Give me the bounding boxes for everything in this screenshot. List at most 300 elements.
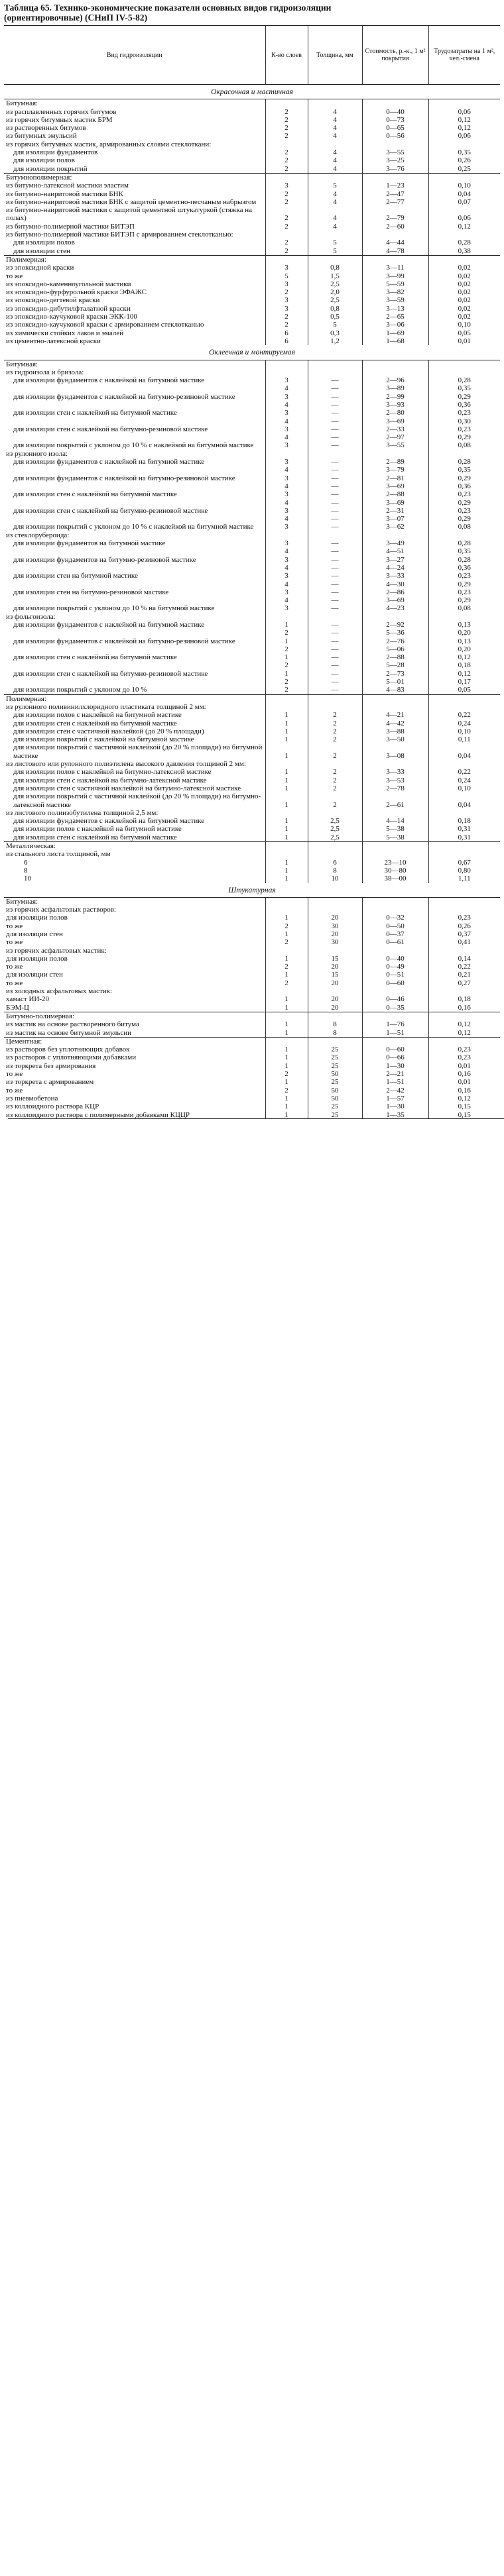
cell-type: из горячих битумных мастик, армированных слоями стеклоткани: xyxy=(6,140,212,148)
table-row xyxy=(4,596,500,604)
table-row xyxy=(4,198,500,206)
section-heading: Штукатурная xyxy=(228,886,276,894)
table-row xyxy=(4,930,500,938)
cell-thickness: — xyxy=(308,678,362,686)
table-row xyxy=(4,515,500,523)
cell-type xyxy=(4,580,265,588)
cell-type: для изоляции полов с наклейкой на битумной мастике xyxy=(13,711,182,720)
cell-cost: 2—89 xyxy=(362,458,428,466)
cell-layers: 3 xyxy=(265,490,308,498)
table-row xyxy=(4,223,500,231)
cell-labor: 0,05 xyxy=(428,329,500,337)
column-header-type: Вид гидроизоляции xyxy=(4,26,265,85)
cell-cost: 3—13 xyxy=(362,305,428,313)
cell-layers xyxy=(265,809,308,817)
cell-type: из растворов без уплотняющих добавок xyxy=(6,1046,130,1054)
cell-cost: 3—88 xyxy=(362,727,428,735)
cell-cost: 1—51 xyxy=(362,1029,428,1038)
cell-labor: 0,23 xyxy=(428,588,500,596)
table-row xyxy=(4,963,500,971)
cell-thickness: 10 xyxy=(308,875,362,883)
table-row xyxy=(4,547,500,555)
cell-labor: 0,26 xyxy=(428,922,500,930)
cell-thickness: — xyxy=(308,425,362,433)
cell-cost xyxy=(362,897,428,906)
cell-thickness: 2 xyxy=(308,711,362,719)
table-row xyxy=(4,768,500,776)
cell-type: для изоляции полов xyxy=(6,914,68,922)
cell-type: для изоляции фундаментов xyxy=(13,148,98,157)
cell-thickness: 2 xyxy=(308,743,362,760)
cell-thickness: — xyxy=(308,645,362,653)
cell-thickness xyxy=(308,613,362,621)
cell-type: для изоляции стен xyxy=(6,930,63,938)
cell-layers: 1 xyxy=(265,743,308,760)
cell-type: то же xyxy=(6,979,23,987)
cell-cost: 0—61 xyxy=(362,938,428,946)
cell-layers: 3 xyxy=(265,539,308,547)
cell-thickness: — xyxy=(308,580,362,588)
cell-thickness: 2,5 xyxy=(308,296,362,304)
table-row xyxy=(4,190,500,198)
cell-labor: 0,27 xyxy=(428,979,500,987)
cell-cost: 2—65 xyxy=(362,313,428,321)
cell-cost: 4—44 xyxy=(362,239,428,246)
cell-layers: 2 xyxy=(265,686,308,694)
table-subtitle: (ориентировочные) (СНиП IV-5-82) xyxy=(4,13,148,23)
cell-cost: 3—82 xyxy=(362,288,428,296)
cell-layers: 1 xyxy=(265,825,308,833)
cell-labor xyxy=(428,1037,500,1046)
cell-layers: 1 xyxy=(265,1004,308,1012)
cell-cost: 38—00 xyxy=(362,875,428,883)
cell-labor xyxy=(428,140,500,148)
cell-thickness xyxy=(308,906,362,914)
table-row xyxy=(4,604,500,612)
cell-type: для изоляции покрытий с частичной наклейкой (до 20 % площади) на битумно-латексной мастике xyxy=(13,792,261,809)
cell-cost: 0—40 xyxy=(362,955,428,963)
cell-cost: 2—99 xyxy=(362,393,428,401)
cell-type: для изоляции стен xyxy=(13,246,70,255)
cell-thickness xyxy=(308,231,362,239)
cell-thickness: 20 xyxy=(308,1004,362,1012)
cell-layers xyxy=(265,897,308,906)
cell-cost: 2—79 xyxy=(362,206,428,223)
table-row xyxy=(4,588,500,596)
cell-labor: 0,15 xyxy=(428,1102,500,1110)
table-row xyxy=(4,833,500,842)
cell-labor: 0,22 xyxy=(428,963,500,971)
cell-labor xyxy=(428,842,500,851)
cell-cost xyxy=(362,1012,428,1020)
cell-cost: 0—40 xyxy=(362,108,428,116)
cell-layers: 4 xyxy=(265,564,308,572)
cell-labor xyxy=(428,850,500,858)
cell-labor: 0,21 xyxy=(428,971,500,979)
cell-thickness: — xyxy=(308,572,362,580)
cell-layers xyxy=(265,531,308,539)
cell-cost: 3—50 xyxy=(362,735,428,743)
cell-labor xyxy=(428,173,500,182)
cell-thickness: 25 xyxy=(308,1046,362,1053)
table-row xyxy=(4,621,500,629)
cell-layers: 2 xyxy=(265,922,308,930)
cell-cost: 3—76 xyxy=(362,165,428,174)
cell-layers xyxy=(265,368,308,376)
cell-thickness: — xyxy=(308,433,362,441)
cell-type: для изоляции фундаментов на битумной мастике xyxy=(13,539,166,548)
cell-labor: 0,28 xyxy=(428,539,500,547)
cell-cost: 5—36 xyxy=(362,629,428,637)
cell-thickness: 8 xyxy=(308,867,362,875)
cell-cost: 5—59 xyxy=(362,280,428,288)
cell-cost xyxy=(362,1037,428,1046)
cell-thickness: 20 xyxy=(308,995,362,1003)
cell-layers: 2 xyxy=(265,247,308,256)
cell-thickness: 2 xyxy=(308,727,362,735)
cell-thickness: — xyxy=(308,384,362,392)
cell-layers xyxy=(265,906,308,914)
cell-labor: 0,35 xyxy=(428,148,500,156)
cell-labor xyxy=(428,694,500,703)
cell-labor: 0,31 xyxy=(428,833,500,842)
cell-thickness: 4 xyxy=(308,148,362,156)
cell-labor: 0,18 xyxy=(428,661,500,669)
cell-layers: 3 xyxy=(265,280,308,288)
cell-labor: 0,08 xyxy=(428,523,500,531)
table-row xyxy=(4,678,500,686)
cell-labor: 0,25 xyxy=(428,165,500,174)
cell-labor xyxy=(428,906,500,914)
cell-type xyxy=(4,401,265,409)
cell-type: то же xyxy=(6,963,23,971)
cell-type: Битумная: xyxy=(4,99,265,108)
cell-thickness: 50 xyxy=(308,1087,362,1095)
cell-thickness: — xyxy=(308,417,362,425)
cell-layers: 1 xyxy=(265,653,308,661)
cell-layers: 2 xyxy=(265,979,308,987)
table-row xyxy=(4,670,500,678)
cell-cost: 0—37 xyxy=(362,930,428,938)
cell-layers: 4 xyxy=(265,433,308,441)
cell-type: для изоляции стен на битумной мастике xyxy=(13,572,138,580)
cell-thickness: — xyxy=(308,393,362,401)
cell-layers: 2 xyxy=(265,198,308,206)
cell-cost xyxy=(362,760,428,768)
cell-layers: 2 xyxy=(265,313,308,321)
table-row xyxy=(4,401,500,409)
cell-type xyxy=(4,661,265,669)
cell-labor: 0,24 xyxy=(428,777,500,784)
cell-type: для изоляции фундаментов с наклейкой на битумно-резиновой мастике xyxy=(13,474,235,482)
cell-layers: 4 xyxy=(265,384,308,392)
cell-labor: 0,02 xyxy=(428,264,500,272)
cell-cost: 2—21 xyxy=(362,1070,428,1078)
cell-type: из эпоксидно-фурфурольной краски ЭФАЖС xyxy=(6,288,147,297)
table-row xyxy=(4,156,500,164)
cell-layers: 3 xyxy=(265,441,308,449)
cell-layers: 3 xyxy=(265,572,308,580)
cell-thickness xyxy=(308,1012,362,1020)
cell-thickness: 50 xyxy=(308,1070,362,1078)
cell-cost: 3—62 xyxy=(362,523,428,531)
table-row xyxy=(4,450,500,458)
cell-labor: 0,22 xyxy=(428,711,500,719)
cell-thickness: 2 xyxy=(308,777,362,784)
cell-type: из битумно-полимерной мастики БИТЭП xyxy=(6,222,135,231)
cell-thickness: 25 xyxy=(308,1102,362,1110)
cell-thickness: 2 xyxy=(308,768,362,776)
cell-type: из битумных эмульсий xyxy=(6,132,77,140)
cell-labor: 0,02 xyxy=(428,272,500,280)
cell-thickness: — xyxy=(308,441,362,449)
cell-type: 8 xyxy=(24,866,28,875)
cell-labor: 0,06 xyxy=(428,132,500,140)
cell-cost: 4—14 xyxy=(362,817,428,825)
cell-labor xyxy=(428,760,500,768)
cell-thickness: 5 xyxy=(308,239,362,246)
cell-type: для изоляции стен с наклейкой на битумной мастике xyxy=(13,719,177,727)
cell-type: для изоляции стен с наклейкой на битумно-резиновой мастике xyxy=(13,425,208,433)
cell-cost: 3—69 xyxy=(362,596,428,604)
cell-labor: 0,29 xyxy=(428,499,500,507)
cell-thickness: 2,5 xyxy=(308,280,362,288)
cell-thickness xyxy=(308,703,362,711)
cell-labor: 0,35 xyxy=(428,547,500,555)
cell-labor: 0,16 xyxy=(428,1004,500,1012)
cell-cost: 2—33 xyxy=(362,425,428,433)
cell-labor: 0,35 xyxy=(428,384,500,392)
cell-labor xyxy=(428,360,500,368)
cell-layers: 1 xyxy=(265,914,308,922)
cell-type: из цементно-латексной краски xyxy=(6,337,101,345)
group-heading-row xyxy=(4,1037,500,1046)
cell-thickness xyxy=(308,850,362,858)
cell-thickness: — xyxy=(308,474,362,482)
cell-thickness: 4 xyxy=(308,223,362,231)
cell-type: из мастик на основе растворенного битума xyxy=(6,1020,139,1029)
cell-type xyxy=(4,466,265,474)
cell-labor: 0,23 xyxy=(428,490,500,498)
cell-layers: 4 xyxy=(265,515,308,523)
cell-thickness: — xyxy=(308,458,362,466)
cell-labor: 0,35 xyxy=(428,466,500,474)
cell-thickness: — xyxy=(308,629,362,637)
cell-thickness: — xyxy=(308,653,362,661)
table-row xyxy=(4,875,500,883)
cell-type: для изоляции стен с частичной наклейкой (до 20 % площади) xyxy=(13,727,204,735)
cell-thickness: 4 xyxy=(308,198,362,206)
cell-labor: 0,12 xyxy=(428,653,500,661)
cell-thickness: — xyxy=(308,661,362,669)
cell-thickness xyxy=(308,987,362,995)
cell-thickness: 2 xyxy=(308,735,362,743)
cell-type: 10 xyxy=(24,875,31,883)
cell-thickness: 15 xyxy=(308,971,362,979)
cell-layers: 1 xyxy=(265,1029,308,1038)
cell-type: Металлическая: xyxy=(4,842,265,851)
cell-type: для изоляции стен с наклейкой на битумной мастике xyxy=(13,653,177,662)
cell-type: из гидроизола и бризола: xyxy=(6,368,84,376)
cell-cost: 3—93 xyxy=(362,401,428,409)
cell-cost xyxy=(362,703,428,711)
cell-labor: 0,13 xyxy=(428,621,500,629)
table-row xyxy=(4,231,500,239)
cell-thickness xyxy=(308,842,362,851)
cell-cost: 3—99 xyxy=(362,272,428,280)
cell-type: из стального листа толщиной, мм xyxy=(6,850,111,859)
table-row xyxy=(4,148,500,156)
cell-layers: 1 xyxy=(265,1046,308,1053)
table-row xyxy=(4,531,500,539)
cell-cost: 3—59 xyxy=(362,296,428,304)
cell-layers: 3 xyxy=(265,458,308,466)
cell-thickness: — xyxy=(308,482,362,490)
table-row xyxy=(4,384,500,392)
cell-thickness: — xyxy=(308,409,362,417)
cell-thickness: — xyxy=(308,621,362,629)
cell-layers: 1 xyxy=(265,971,308,979)
cell-labor: 0,08 xyxy=(428,441,500,449)
cell-thickness: 25 xyxy=(308,1078,362,1086)
cell-thickness: 2,0 xyxy=(308,288,362,296)
cell-type: из коллоидного раствора КЦР xyxy=(6,1102,99,1111)
cell-labor: 0,04 xyxy=(428,190,500,198)
table-row xyxy=(4,817,500,825)
cell-thickness: 1,5 xyxy=(308,272,362,280)
cell-cost: 0—60 xyxy=(362,1046,428,1053)
cell-cost: 1—23 xyxy=(362,182,428,189)
column-header-cost: Стоимость, р.-к., 1 м² покрытия xyxy=(362,26,428,85)
table-row xyxy=(4,637,500,645)
cell-layers: 3 xyxy=(265,376,308,384)
cell-layers: 2 xyxy=(265,1087,308,1095)
table-title: Технико-экономические показатели основных видов гидроизоляции xyxy=(54,3,332,13)
cell-layers: 2 xyxy=(265,223,308,231)
cell-type xyxy=(4,564,265,572)
table-row xyxy=(4,955,500,963)
cell-cost: 2—31 xyxy=(362,507,428,515)
cell-cost: 0—65 xyxy=(362,124,428,132)
cell-thickness: 6 xyxy=(308,859,362,867)
cell-thickness: — xyxy=(308,637,362,645)
cell-thickness: 2 xyxy=(308,792,362,809)
cell-type: Битумная: xyxy=(4,897,265,906)
cell-type: для изоляции полов xyxy=(6,954,68,963)
table-row xyxy=(4,321,500,329)
cell-cost: 2—73 xyxy=(362,670,428,678)
cell-layers: 2 xyxy=(265,963,308,971)
cell-labor: 1,11 xyxy=(428,875,500,883)
cell-cost xyxy=(362,850,428,858)
cell-labor xyxy=(428,255,500,264)
table-row xyxy=(4,393,500,401)
cell-cost: 5—01 xyxy=(362,678,428,686)
cell-type: Цементная: xyxy=(4,1037,265,1046)
table-header-row xyxy=(4,26,500,85)
table-row xyxy=(4,337,500,345)
cell-thickness: — xyxy=(308,490,362,498)
table-row xyxy=(4,1095,500,1102)
table-row xyxy=(4,165,500,174)
cell-labor: 0,01 xyxy=(428,337,500,345)
cell-cost: 3—53 xyxy=(362,777,428,784)
cell-cost: 3—69 xyxy=(362,499,428,507)
cell-layers: 1 xyxy=(265,621,308,629)
table-row xyxy=(4,182,500,189)
group-heading-row xyxy=(4,897,500,906)
cell-layers: 2 xyxy=(265,321,308,329)
table-row xyxy=(4,914,500,922)
cell-layers xyxy=(265,140,308,148)
table-row xyxy=(4,686,500,694)
cell-thickness: 30 xyxy=(308,938,362,946)
cell-thickness: — xyxy=(308,499,362,507)
cell-thickness: 2,5 xyxy=(308,833,362,842)
cell-labor: 0,12 xyxy=(428,1020,500,1028)
cell-labor: 0,36 xyxy=(428,401,500,409)
cell-layers: 3 xyxy=(265,588,308,596)
cell-labor: 0,23 xyxy=(428,914,500,922)
table-row xyxy=(4,132,500,140)
cell-labor: 0,04 xyxy=(428,743,500,760)
cell-cost: 3—08 xyxy=(362,743,428,760)
group-heading-row xyxy=(4,1012,500,1020)
table-row xyxy=(4,979,500,987)
cell-type: для изоляции полов с наклейкой на битумной мастике xyxy=(13,825,182,833)
cell-layers: 6 xyxy=(265,329,308,337)
cell-layers: 3 xyxy=(265,393,308,401)
cell-labor: 0,30 xyxy=(428,417,500,425)
cell-cost: 5—06 xyxy=(362,645,428,653)
cell-cost xyxy=(362,947,428,955)
cell-layers: 3 xyxy=(265,425,308,433)
cell-type: для изоляции покрытий с частичной наклейкой (до 20 % площади) на битумной мастике xyxy=(13,743,263,760)
cell-type: то же xyxy=(6,1086,23,1095)
cell-cost: 2—81 xyxy=(362,474,428,482)
cell-layers: 4 xyxy=(265,580,308,588)
cell-type: Полимерная: xyxy=(4,694,265,703)
cell-thickness: 20 xyxy=(308,914,362,922)
table-row xyxy=(4,433,500,441)
cell-type: для изоляции фундаментов с наклейкой на битумной мастике xyxy=(13,458,205,466)
cell-type xyxy=(4,515,265,523)
cell-labor: 0,31 xyxy=(428,825,500,833)
cell-layers: 1 xyxy=(265,1095,308,1102)
cell-labor: 0,29 xyxy=(428,580,500,588)
table-row xyxy=(4,1020,500,1028)
cell-thickness xyxy=(308,1037,362,1046)
cell-type xyxy=(4,547,265,555)
cell-layers: 1 xyxy=(265,1053,308,1061)
cell-labor xyxy=(428,987,500,995)
table-row xyxy=(4,947,500,955)
cell-type: из пневмобетона xyxy=(6,1094,58,1102)
table-row xyxy=(4,1087,500,1095)
cell-thickness: 2 xyxy=(308,720,362,727)
cell-thickness: 4 xyxy=(308,206,362,223)
cell-labor xyxy=(428,809,500,817)
table-row xyxy=(4,272,500,280)
cell-labor xyxy=(428,1012,500,1020)
cell-layers: 1 xyxy=(265,995,308,1003)
cell-labor: 0,36 xyxy=(428,564,500,572)
cell-type: для изоляции фундаментов с наклейкой на битумно-резиновой мастике xyxy=(13,392,235,401)
cell-labor: 0,05 xyxy=(428,686,500,694)
table-row xyxy=(4,539,500,547)
cell-cost: 4—83 xyxy=(362,686,428,694)
cell-cost xyxy=(362,531,428,539)
